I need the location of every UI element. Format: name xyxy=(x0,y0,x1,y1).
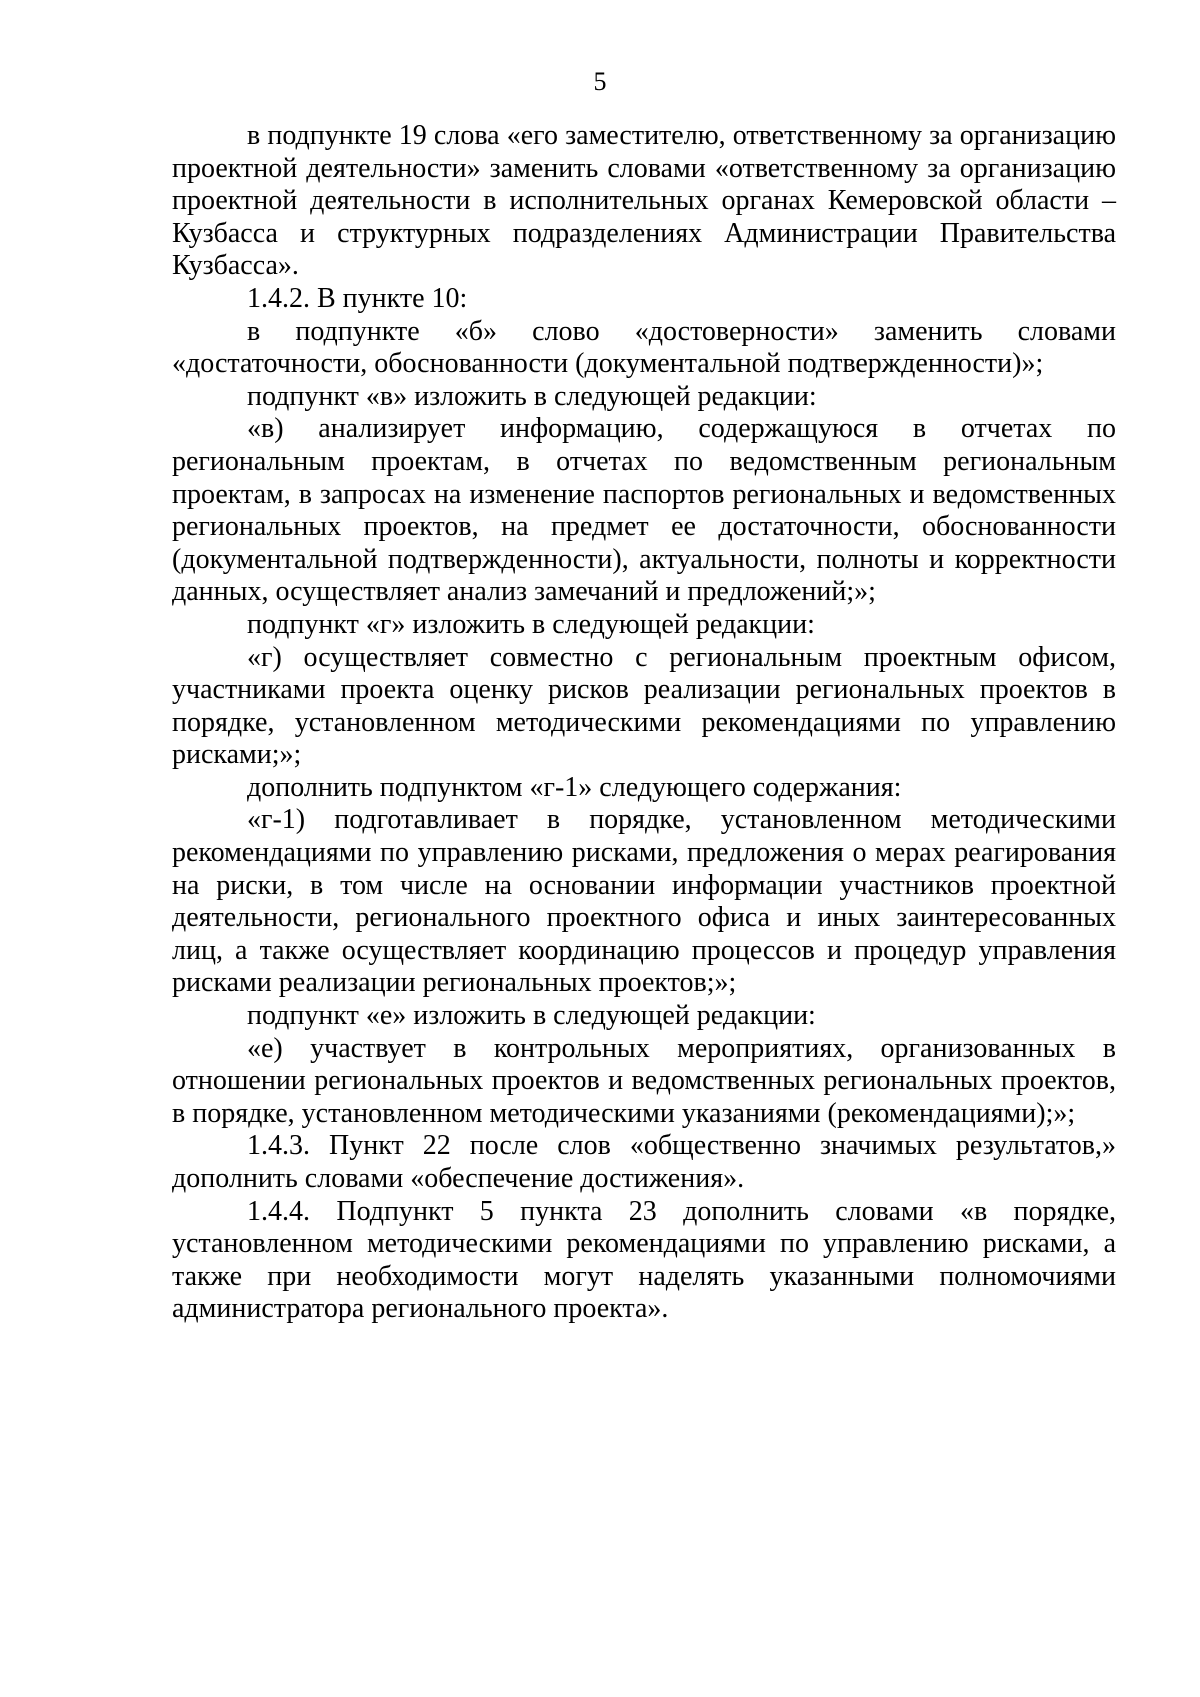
paragraph-subpoint-g-text: «г) осуществляет совместно с региональным проектным офисом, участниками проекта оценку рисков реализации региональных проектов в порядке, установленном методическими рекомендациями по управлению рисками;»; xyxy=(172,641,1116,771)
paragraph-subpoint-e-intro: подпункт «е» изложить в следующей редакции: xyxy=(247,1000,816,1032)
page-number: 5 xyxy=(593,67,607,96)
paragraph-1-4-3: 1.4.3. Пункт 22 после слов «общественно значимых результатов,» дополнить словами «обеспечение достижения». xyxy=(172,1130,1116,1194)
paragraph-1-4-4: 1.4.4. Подпункт 5 пункта 23 дополнить словами «в порядке, установленном методическими рекомендациями по управлению рисками, а также при необходимости могут наделять указанными полномочиями администратора регионального проекта». xyxy=(172,1195,1116,1325)
paragraph-subpoint-g-intro: подпункт «г» изложить в следующей редакции: xyxy=(247,608,815,640)
paragraph-subpoint-g1-intro: дополнить подпунктом «г-1» следующего содержания: xyxy=(247,771,902,803)
paragraph-subpoint-v-text: «в) анализирует информацию, содержащуюся в отчетах по региональным проектам, в отчетах по ведомственным региональным проектам, в запросах на изменение паспортов региональных и ведомственных региональных проектов, на предмет ее достаточности, обоснованности (документальной подтвержденности), актуальности, полноты и корректности данных, осуществляет анализ замечаний и предложений;»; xyxy=(172,413,1116,608)
paragraph-subpoint-19: в подпункте 19 слова «его заместителю, ответственному за организацию проектной деятельности» заменить словами «ответственному за организацию проектной деятельности в исполнительных органах Кемеровской области – Кузбасса и структурных подразделениях Администрации Правительства Кузбасса». xyxy=(172,120,1116,282)
paragraph-subpoint-b: в подпункте «б» слово «достоверности» заменить словами «достаточности, обоснованности (документальной подтвержденности)»; xyxy=(172,315,1116,380)
paragraph-1-4-2-heading: 1.4.2. В пункте 10: xyxy=(247,282,468,314)
paragraph-subpoint-g1-text: «г-1) подготавливает в порядке, установленном методическими рекомендациями по управлению рисками, предложения о мерах реагирования на риски, в том числе на основании информации участников проектной деятельности, регионального проектного офиса и иных заинтересованных лиц, а также осуществляет координацию процессов и процедур управления рисками реализации региональных проектов;»; xyxy=(172,804,1116,999)
paragraph-subpoint-v-intro: подпункт «в» изложить в следующей редакции: xyxy=(247,380,817,412)
document-body xyxy=(172,120,1116,1326)
paragraph-subpoint-e-text: «е) участвует в контрольных мероприятиях, организованных в отношении региональных проектов и ведомственных региональных проектов, в порядке, установленном методическими указаниями (рекомендациями);»; xyxy=(172,1032,1116,1129)
